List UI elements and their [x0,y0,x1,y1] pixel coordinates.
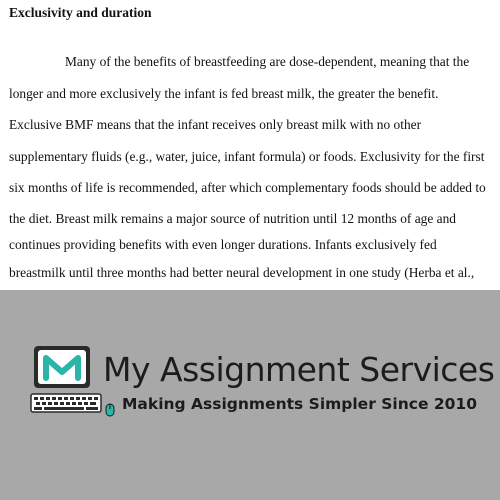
paragraph-line: breastmilk until three months had better neural development in one study (Herba et al., [9,265,475,280]
brand-tagline: Making Assignments Simpler Since 2010 [122,395,477,413]
keyboard-icon [30,393,102,413]
brand-banner [0,290,500,500]
paragraph-line: Many of the benefits of breastfeeding are dose-dependent, meaning that the [65,54,470,69]
paragraph-line: the diet. Breast milk remains a major source of nutrition until 12 months of age and [9,211,456,226]
monitor-m-logo-icon [34,346,90,388]
paragraph-line: longer and more exclusively the infant is fed breast milk, the greater the benefit. [9,86,439,101]
paragraph-line: supplementary fluids (e.g., water, juice, infant formula) or foods. Exclusivity for the first [9,149,485,164]
m-letter-icon [40,351,84,383]
mouse-icon [105,403,115,417]
section-heading: Exclusivity and duration [9,5,152,20]
paragraph-line: continues providing benefits with even longer durations. Infants exclusively fed [9,237,437,252]
paragraph-line: six months of life is recommended, after which complementary foods should be added to [9,180,486,195]
paragraph-line: Exclusive BMF means that the infant receives only breast milk with no other [9,117,422,132]
brand-name: My Assignment Services [103,350,495,389]
